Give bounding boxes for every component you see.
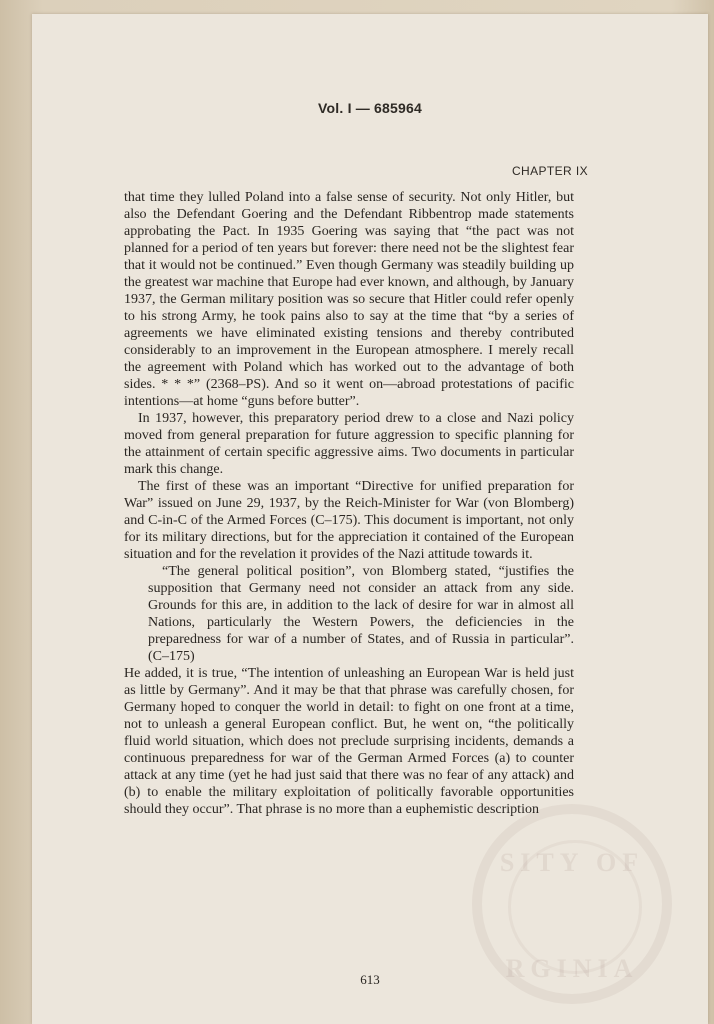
paragraph-continuation: that time they lulled Poland into a false sense of security. Not only Hitler, but also the Defendant Goering and the Defendant Ribbentrop made statements approbating the Pact. In 1935 Goering was saying that “the pact was not planned for a period of ten years but forever: there need not be the slightest fear that it would not be continued.” Even though Germany was steadily building up the greatest war machine that Europe had ever known, and although, by January 1937, the German military position was so secure that Hitler could refer openly to his strong Army, he took pains also to say at the time that “by a series of agreements we have eliminated existing tensions and thereby contributed considerably to an improvement in the European atmosphere. I merely recall the agreement with Poland which has worked out to the advantage of both sides. * * *” (2368–PS). And so it went on—abroad protestations of pacific intentions—at home “guns before butter”. [124,190,574,409]
document-page [32,14,708,1024]
running-head: Vol. I — 685964 [318,100,422,116]
body-text [124,189,574,818]
paragraph: He added, it is true, “The intention of unleashing an European War is held just as little by Germany”. And it may be that that phrase was carefully chosen, for Germany hoped to conquer the world in detail: to fight on one front at a time, not to unleash a general European conflict. But, he went on, “the politically fluid world situation, which does not preclude surprising incidents, demands a continuous preparedness for war of the German Armed Forces (a) to counter attack at any time (yet he had just said that there was no fear of any attack) and (b) to enable the military exploitation of politically favorable opportunities should they occur”. That phrase is no more than a euphemistic description [124,666,574,817]
seal-text-top: SITY OF [499,848,645,877]
chapter-heading: CHAPTER IX [511,164,588,178]
paragraph: The first of these was an important “Directive for unified preparation for War” issued on June 29, 1937, by the Reich-Minister for War (von Blomberg) and C-in-C of the Armed Forces (C–175). This document is important, not only for its military directions, but for the appreciation it contained of the European situation and for the revelation it provides of the Nazi attitude towards it. [124,479,574,562]
page-number: 613 [360,972,380,987]
block-quote: “The general political position”, von Blomberg stated, “justifies the supposition that Germany need not consider an attack from any side. Grounds for this are, in addition to the lack of desire for war in almost all Nations, particularly the Western Powers, the deficiencies in the preparedness for war of a number of States, and of Russia in particular”. (C–175) [148,564,574,664]
paragraph: In 1937, however, this preparatory period drew to a close and Nazi policy moved from general preparation for future aggression to specific planning for the attainment of certain specific aggressive aims. Two documents in particular mark this change. [124,411,574,477]
seal-text-bottom: RGINIA [505,954,639,983]
